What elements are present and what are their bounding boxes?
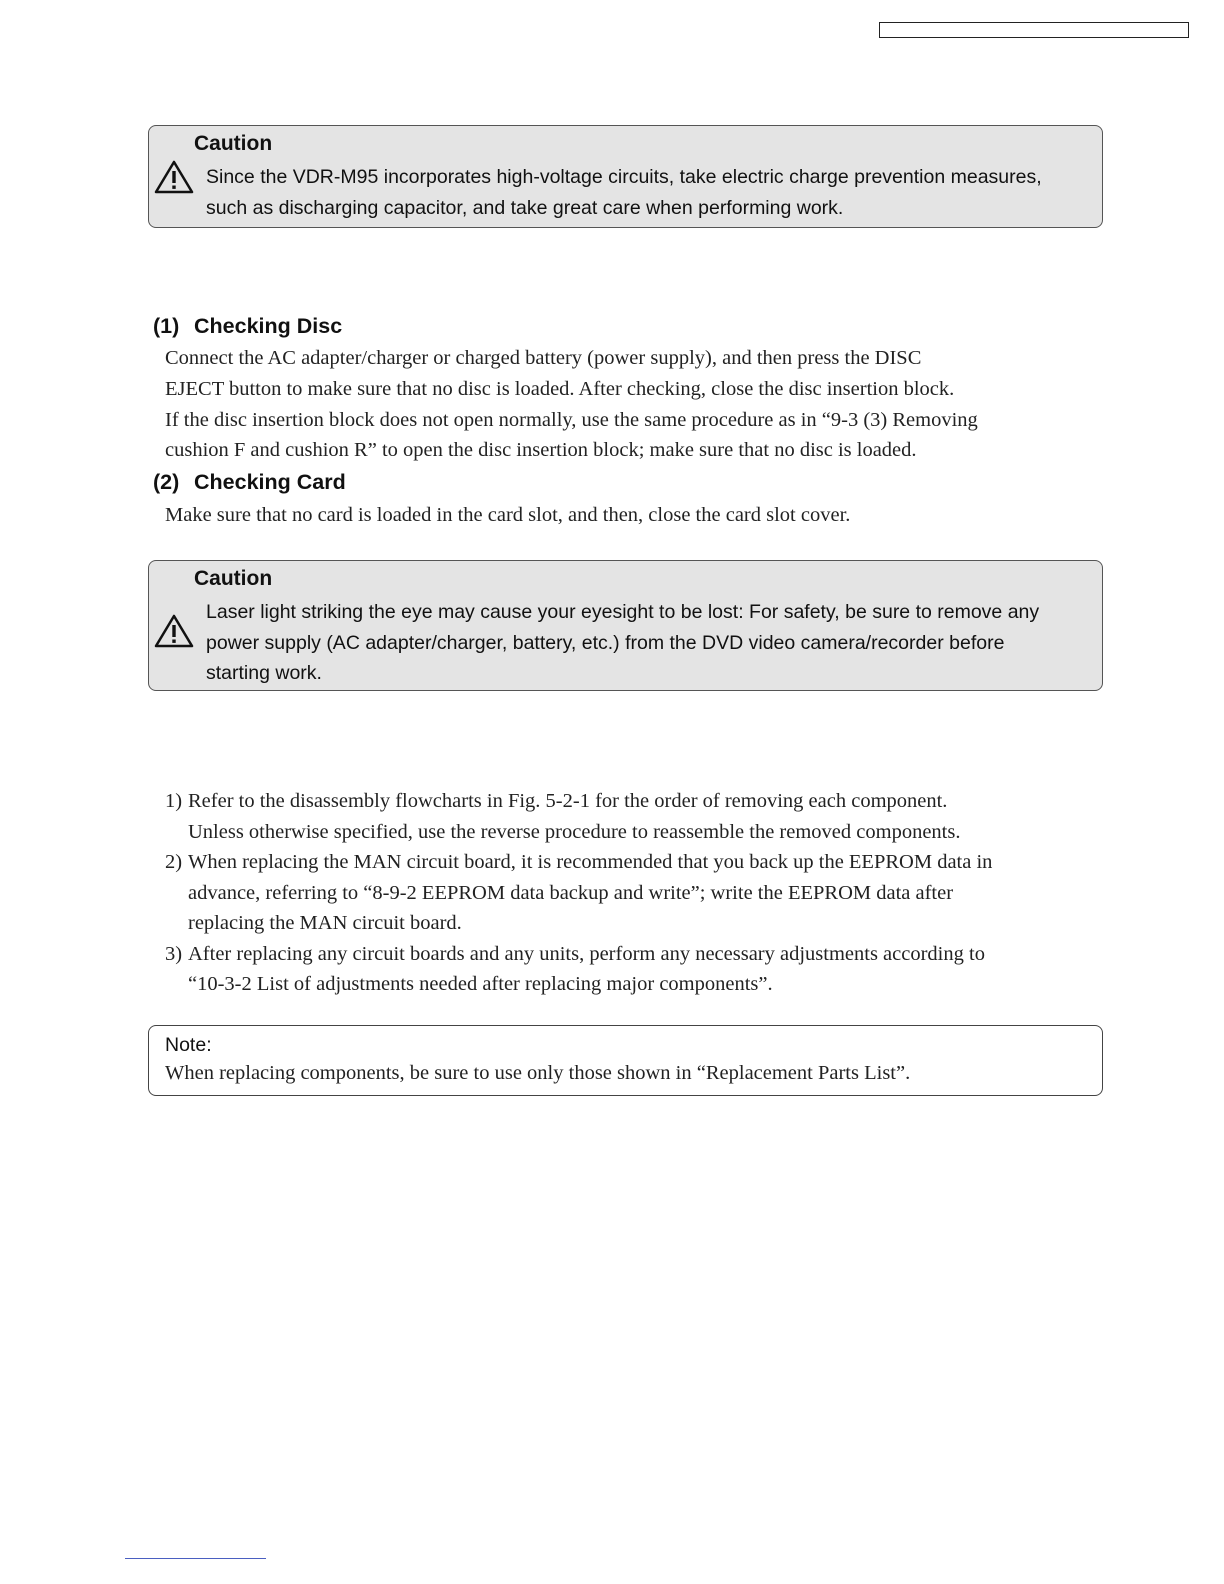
step-line: Refer to the disassembly flowcharts in Fig. 5-2-1 for the order of removing each component. bbox=[188, 790, 948, 812]
caution-text bbox=[206, 597, 1084, 689]
step-line: Unless otherwise specified, use the reverse procedure to reassemble the removed components. bbox=[188, 820, 961, 843]
note-title: Note: bbox=[165, 1034, 212, 1056]
caution-box-laser bbox=[148, 560, 1103, 691]
checking-disc-paragraph bbox=[165, 343, 1105, 466]
caution-text bbox=[206, 162, 1084, 223]
note-box bbox=[148, 1025, 1103, 1096]
step-line: replacing the MAN circuit board. bbox=[188, 912, 462, 934]
footer-link-underline[interactable] bbox=[125, 1558, 266, 1559]
caution-box-high-voltage bbox=[148, 125, 1103, 228]
section-heading-checking-card bbox=[153, 470, 346, 495]
section-number: (2) bbox=[153, 470, 180, 494]
paragraph-line: If the disc insertion block does not open normally, use the same procedure as in “9-3 (3) Removing bbox=[165, 408, 978, 431]
caution-text-line: Laser light striking the eye may cause your eyesight to be lost: For safety, be sure to remove any bbox=[206, 601, 1040, 623]
step-number: 3) bbox=[165, 942, 183, 965]
step-number: 2) bbox=[165, 851, 183, 873]
caution-title: Caution bbox=[194, 567, 273, 590]
caution-text-line: starting work. bbox=[206, 662, 322, 684]
caution-text-line: such as discharging capacitor, and take great care when performing work. bbox=[206, 196, 844, 219]
list-item bbox=[165, 939, 1110, 1000]
page-header-box bbox=[879, 22, 1189, 38]
caution-text-line: Since the VDR-M95 incorporates high-voltage circuits, take electric charge prevention measures, bbox=[206, 166, 1042, 188]
section-number: (1) bbox=[153, 314, 180, 338]
step-line: “10-3-2 List of adjustments needed after replacing major components”. bbox=[188, 973, 773, 995]
note-text: When replacing components, be sure to use only those shown in “Replacement Parts List”. bbox=[165, 1062, 911, 1084]
paragraph-line: Connect the AC adapter/charger or charged battery (power supply), and then press the DISC bbox=[165, 347, 922, 369]
checking-card-paragraph bbox=[165, 500, 1105, 531]
warning-triangle-icon bbox=[154, 159, 194, 195]
paragraph-line: cushion F and cushion R” to open the disc insertion block; make sure that no disc is loaded. bbox=[165, 439, 917, 462]
paragraph-line: Make sure that no card is loaded in the card slot, and then, close the card slot cover. bbox=[165, 504, 851, 526]
paragraph-line: EJECT button to make sure that no disc is loaded. After checking, close the disc insertion block. bbox=[165, 377, 955, 400]
list-item bbox=[165, 847, 1110, 939]
section-heading-checking-disc bbox=[153, 314, 342, 339]
section-title: Checking Card bbox=[194, 470, 346, 494]
step-line: advance, referring to “8-9-2 EEPROM data backup and write”; write the EEPROM data after bbox=[188, 881, 954, 904]
section-title: Checking Disc bbox=[194, 314, 343, 338]
step-number: 1) bbox=[165, 790, 183, 812]
caution-text-line: power supply (AC adapter/charger, battery, etc.) from the DVD video camera/recorder before bbox=[206, 631, 1005, 654]
list-item bbox=[165, 786, 1110, 847]
caution-title: Caution bbox=[194, 132, 273, 155]
step-line: After replacing any circuit boards and any units, perform any necessary adjustments according to bbox=[188, 942, 985, 965]
step-line: When replacing the MAN circuit board, it is recommended that you back up the EEPROM data in bbox=[188, 851, 993, 873]
procedure-steps-list bbox=[165, 786, 1110, 1000]
warning-triangle-icon bbox=[154, 613, 194, 649]
